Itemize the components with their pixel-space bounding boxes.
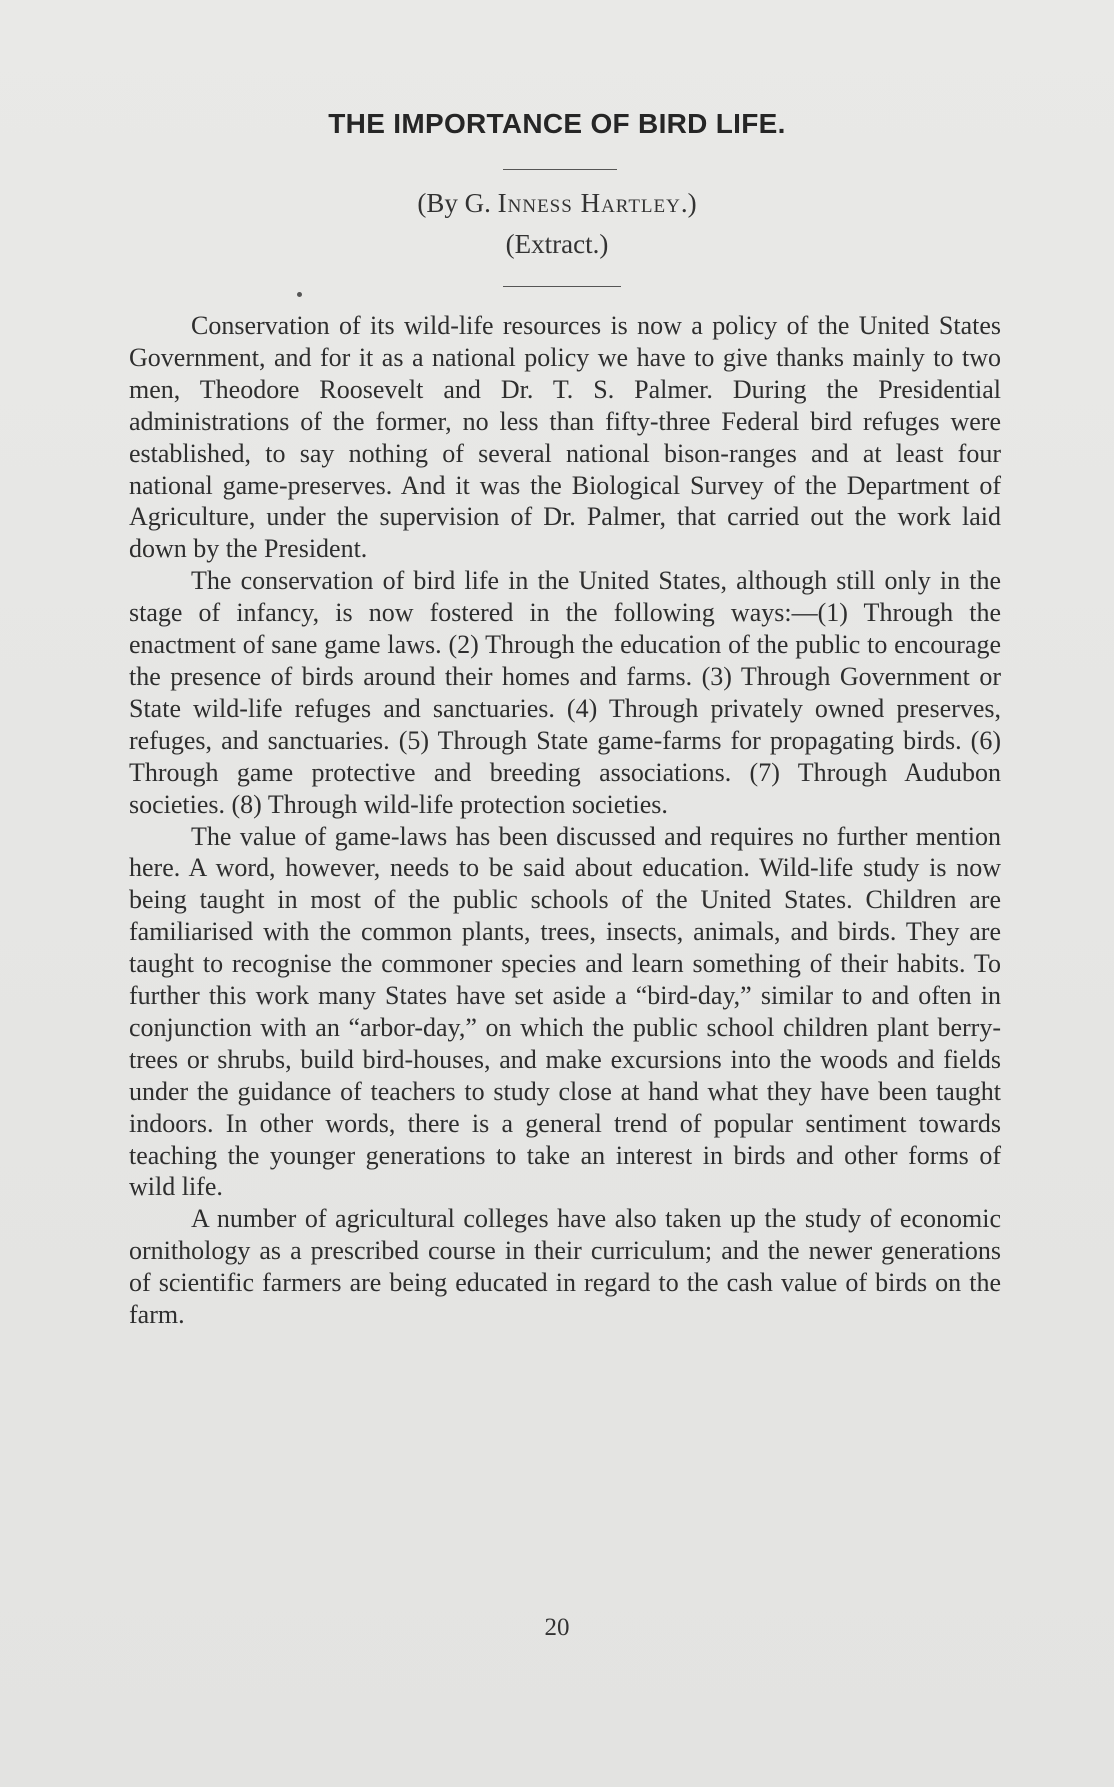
paragraph-1: Conservation of its wild-life resources is now a policy of the United States Government, and for it as a national policy we have to give thanks mainly to two men, Theodore Roosevelt and Dr. T. S. Palmer. During the Presidential administrations of the former, no less than fifty-three Federal bird refuges were established, to say nothing of several national bison-ranges and at least four national game-preserves. And it was the Biological Survey of the Department of Agriculture, under the supervision of Dr. Palmer, that carried out the work laid down by the President. <box>129 311 1001 564</box>
subtitle: (Extract.) <box>505 229 609 259</box>
paragraph-4: A number of agricultural colleges have also taken up the study of economic ornithology as a prescribed course in their curriculum; and the newer generations of scientific farmers are being educated in regard to the cash value of birds on the farm. <box>129 1204 1001 1330</box>
title-divider <box>503 169 617 170</box>
article-title: THE IMPORTANCE OF BIRD LIFE. <box>328 108 786 139</box>
page-number: 20 <box>544 1614 570 1641</box>
byline-suffix: .) <box>680 188 697 218</box>
byline <box>0 188 1114 219</box>
byline-prefix: (By G. <box>417 188 498 218</box>
byline-author: Inness Hartley <box>497 188 681 218</box>
paragraph-2: The conservation of bird life in the United States, although still only in the stage of infancy, is now fostered in the following ways:—(1) Through the enactment of sane game laws. (2) Through the education of the public to encourage the presence of birds around their homes and farms. (3) Through Government or State wild-life refuges and sanctuaries. (4) Through privately owned preserves, refuges, and sanctuaries. (5) Through State game-farms for propagating birds. (6) Through game protective and breeding associations. (7) Through Audubon societies. (8) Through wild-life protection societies. <box>129 566 1001 819</box>
paragraph-3: The value of game-laws has been discussed and requires no further mention here. A word, however, needs to be said about education. Wild-life study is now being taught in most of the public schools of the United States. Children are familiarised with the common plants, trees, insects, animals, and birds. They are taught to recognise the commoner species and learn something of their habits. To further this work many States have set aside a “bird-day,” similar to and often in conjunction with an “arbor-day,” on which the public school children plant berry-trees or shrubs, build bird-houses, and make excursions into the woods and fields under the guidance of teachers to study close at hand what they have been taught indoors. In other words, there is a general trend of popular sentiment towards teaching the younger generations to take an interest in birds and other forms of wild life. <box>129 821 1001 1202</box>
article-body <box>129 310 1001 1331</box>
subtitle-divider <box>503 286 621 287</box>
ink-dot <box>297 292 302 297</box>
